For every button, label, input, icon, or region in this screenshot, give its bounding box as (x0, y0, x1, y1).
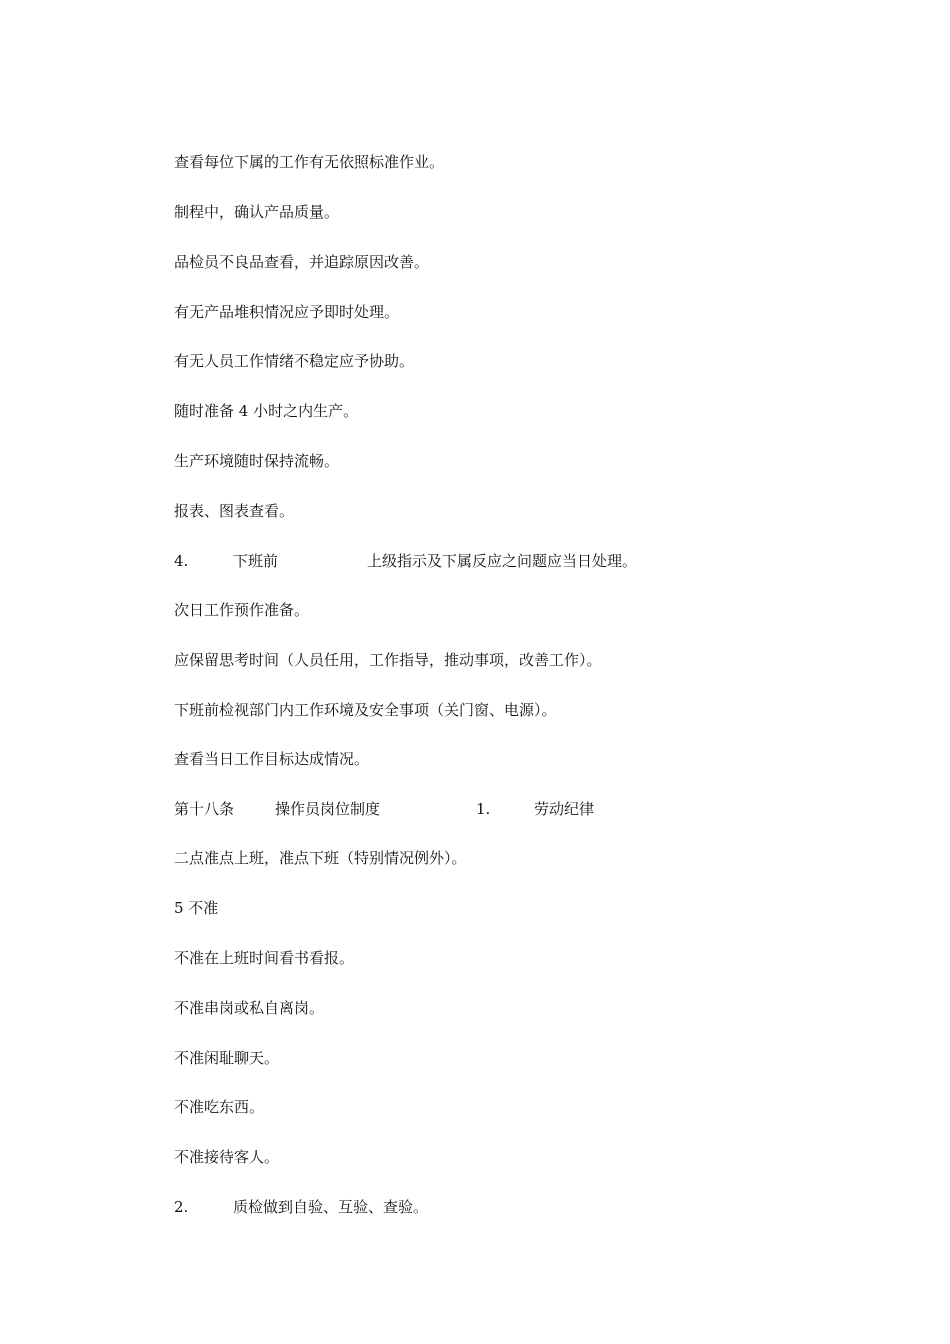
text-line: 不准串岗或私自离岗。 (174, 999, 325, 1017)
text-line: 制程中，确认产品质量。 (174, 203, 340, 221)
item-number: 4. (174, 552, 189, 570)
text-line: 随时准备 4 小时之内生产。 (174, 402, 359, 420)
text-line: 品检员不良品查看，并追踪原因改善。 (174, 253, 430, 271)
text-line: 二点准点上班，准点下班（特别情况例外）。 (174, 849, 467, 867)
article-title: 操作员岗位制度 (275, 800, 381, 818)
text-line: 不准在上班时间看书看报。 (174, 949, 355, 967)
text-line: 报表、图表查看。 (174, 502, 295, 520)
text-line: 5 不准 (174, 899, 219, 917)
text-line: 查看当日工作目标达成情况。 (174, 750, 370, 768)
text-line: 不准闲耻聊天。 (174, 1049, 280, 1067)
item-text: 上级指示及下属反应之问题应当日处理。 (367, 552, 638, 570)
text-line: 有无人员工作情绪不稳定应予协助。 (174, 352, 415, 370)
item-text: 质检做到自验、互验、查验。 (233, 1198, 429, 1216)
text-line: 下班前检视部门内工作环境及安全事项（关门窗、电源）。 (174, 701, 557, 719)
text-line: 有无产品堆积情况应予即时处理。 (174, 303, 400, 321)
text-line: 不准接待客人。 (174, 1148, 280, 1166)
item-number: 2. (174, 1198, 189, 1216)
text-line: 不准吃东西。 (174, 1098, 265, 1116)
text-line: 生产环境随时保持流畅。 (174, 452, 340, 470)
item-title: 下班前 (233, 552, 279, 570)
item-subtitle: 劳动纪律 (534, 800, 595, 818)
text-line: 应保留思考时间（人员任用，工作指导，推动事项，改善工作）。 (174, 651, 602, 669)
text-line: 查看每位下属的工作有无依照标准作业。 (174, 153, 445, 171)
item-number: 1. (476, 800, 491, 818)
article-number: 第十八条 (174, 800, 235, 818)
text-line: 次日工作预作准备。 (174, 601, 310, 619)
